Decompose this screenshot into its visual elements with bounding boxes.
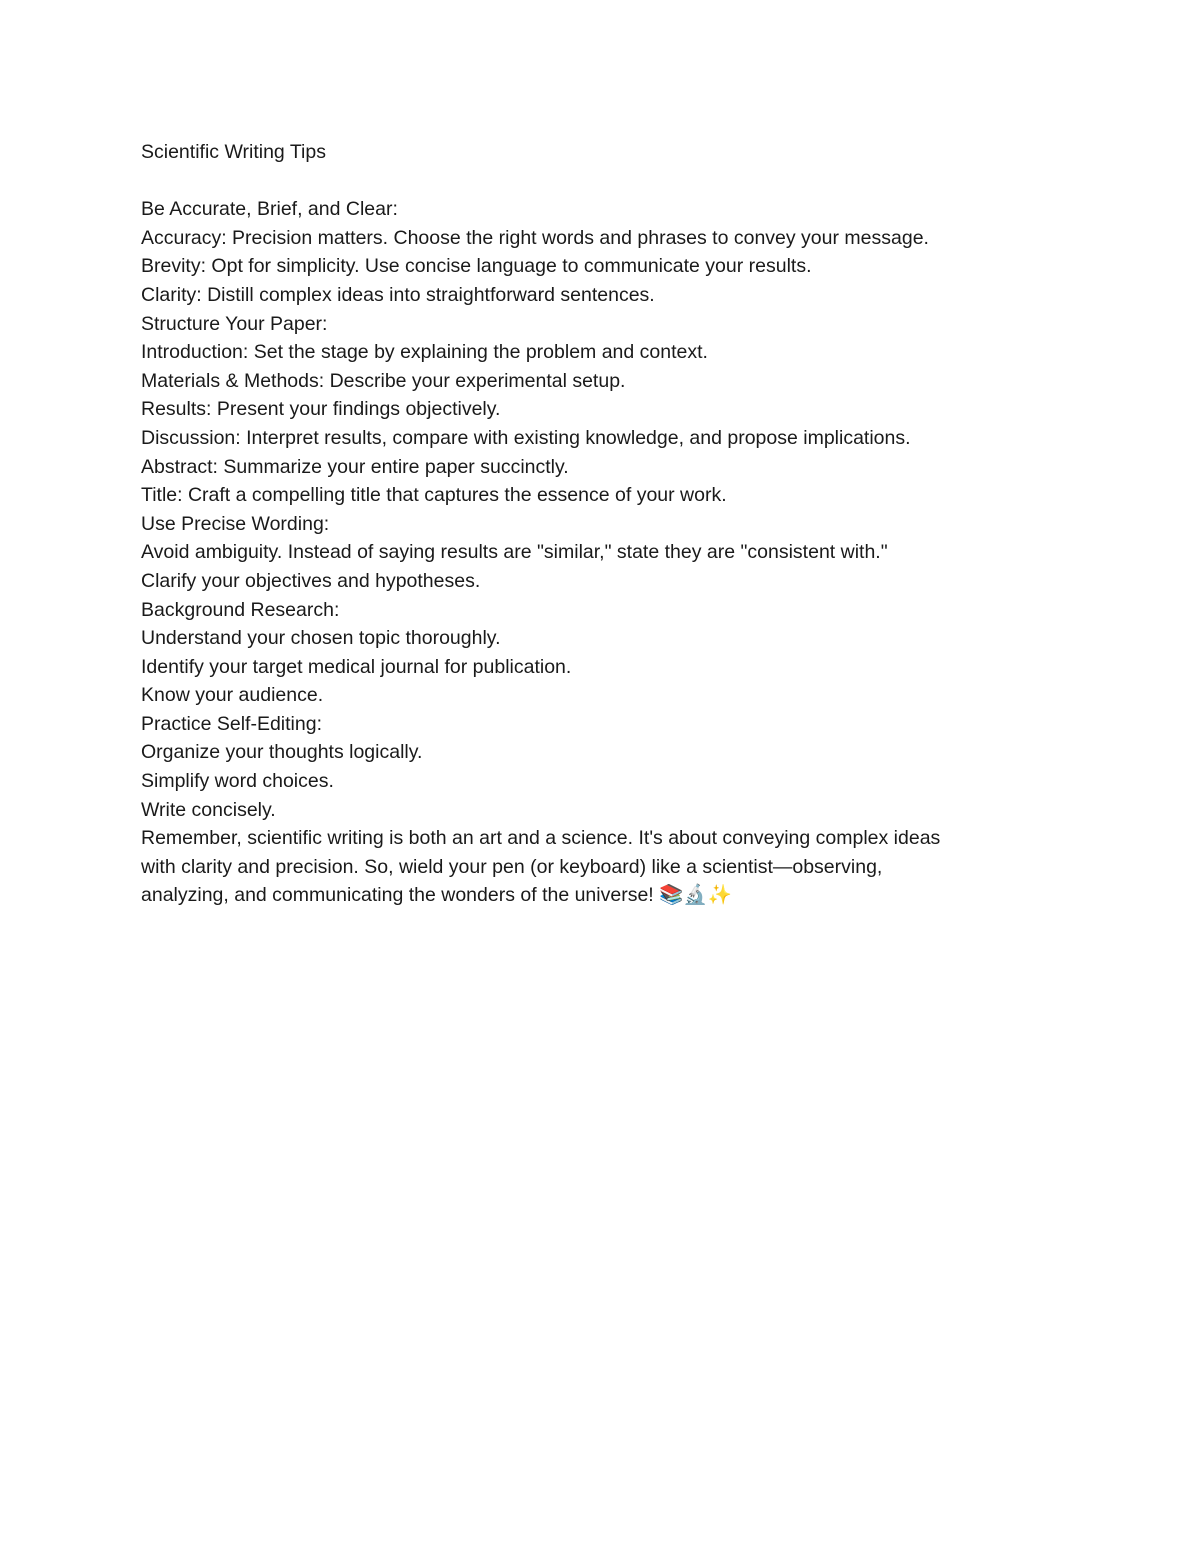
heading-background-research: Background Research: — [141, 598, 340, 621]
heading-precise-wording: Use Precise Wording: — [141, 512, 330, 535]
tip-brevity: Brevity: Opt for simplicity. Use concise language to communicate your results. — [141, 255, 812, 278]
tip-abstract: Abstract: Summarize your entire paper succinctly. — [141, 455, 569, 478]
tip-identify-journal: Identify your target medical journal for publication. — [141, 655, 572, 678]
tip-discussion: Discussion: Interpret results, compare with existing knowledge, and propose implications. — [141, 426, 911, 449]
tip-simplify-words: Simplify word choices. — [141, 770, 334, 793]
tip-organize-thoughts: Organize your thoughts logically. — [141, 741, 423, 764]
tip-introduction: Introduction: Set the stage by explaining the problem and context. — [141, 341, 708, 364]
tip-avoid-ambiguity: Avoid ambiguity. Instead of saying results are "similar," state they are "consistent with." — [141, 541, 888, 564]
closing-line-3-text: analyzing, and communicating the wonders of the universe! — [141, 884, 654, 907]
closing-line-1: Remember, scientific writing is both an art and a science. It's about conveying complex ideas — [141, 827, 941, 850]
closing-line-3 — [141, 881, 1041, 910]
document-title: Scientific Writing Tips — [141, 141, 326, 163]
tip-know-audience: Know your audience. — [141, 684, 324, 707]
tip-title: Title: Craft a compelling title that captures the essence of your work. — [141, 484, 727, 507]
tip-understand-topic: Understand your chosen topic thoroughly. — [141, 627, 501, 650]
document-body — [141, 138, 1041, 910]
books-microscope-sparkles-icon: 📚🔬✨ — [659, 883, 732, 907]
heading-accurate-brief-clear: Be Accurate, Brief, and Clear: — [141, 198, 398, 221]
heading-self-editing: Practice Self-Editing: — [141, 712, 322, 735]
tip-results: Results: Present your findings objectively. — [141, 398, 501, 421]
heading-structure-paper: Structure Your Paper: — [141, 312, 328, 335]
tip-materials-methods: Materials & Methods: Describe your experimental setup. — [141, 369, 626, 392]
closing-line-2: with clarity and precision. So, wield your pen (or keyboard) like a scientist—observing, — [141, 855, 883, 878]
tip-clarify-objectives: Clarify your objectives and hypotheses. — [141, 569, 481, 592]
tip-clarity: Clarity: Distill complex ideas into straightforward sentences. — [141, 283, 655, 306]
tip-accuracy: Accuracy: Precision matters. Choose the right words and phrases to convey your message. — [141, 226, 929, 249]
tip-write-concisely: Write concisely. — [141, 798, 276, 821]
